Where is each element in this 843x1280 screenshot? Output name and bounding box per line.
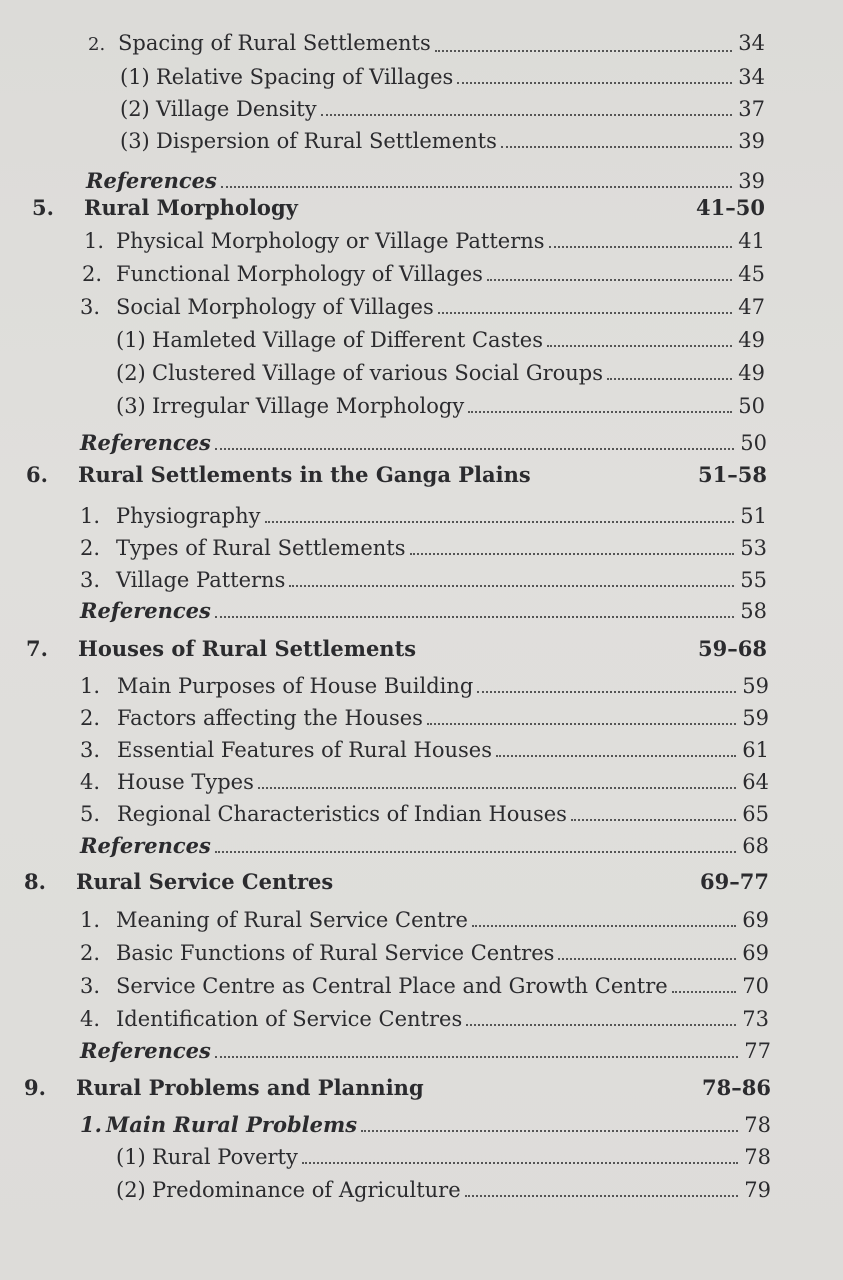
entry-label: Identification of Service Centres <box>116 1007 463 1031</box>
toc-references <box>86 168 765 194</box>
toc-entry <box>80 294 765 320</box>
dot-leader <box>302 1161 738 1164</box>
page-number: 51 <box>740 504 767 528</box>
dot-leader <box>265 520 735 523</box>
chapter-heading <box>24 1075 771 1100</box>
dot-leader <box>571 818 736 821</box>
entry-number: 4. <box>80 1007 101 1031</box>
entry-label: Service Centre as Central Place and Growth Centre <box>116 974 668 998</box>
entry-label: Basic Functions of Rural Service Centres <box>116 941 555 965</box>
toc-entry <box>80 769 769 795</box>
page-number: 68 <box>742 834 769 858</box>
entry-label: Regional Characteristics of Indian Houses <box>117 802 567 826</box>
entry-number: (1) <box>116 1145 146 1169</box>
toc-entry <box>80 535 767 561</box>
entry-label: Rural Poverty <box>152 1145 298 1169</box>
page-number: 39 <box>738 129 765 153</box>
page-number: 61 <box>742 738 769 762</box>
entry-label: References <box>80 598 211 623</box>
entry-number: 3. <box>80 568 101 592</box>
page-number: 49 <box>738 328 765 352</box>
toc-references <box>80 833 769 859</box>
entry-label: Dispersion of Rural Settlements <box>156 129 497 153</box>
chapter-page-range: 78–86 <box>702 1075 771 1100</box>
dot-leader <box>547 344 732 347</box>
entry-label: Hamleted Village of Different Castes <box>152 328 543 352</box>
page-number: 78 <box>744 1113 771 1137</box>
page-number: 37 <box>738 97 765 121</box>
chapter-page-range: 69–77 <box>700 869 769 894</box>
entry-number: 4. <box>80 770 101 794</box>
entry-label: Predominance of Agriculture <box>152 1178 461 1202</box>
entry-label: Relative Spacing of Villages <box>156 65 454 89</box>
entry-label: Spacing of Rural Settlements <box>118 31 431 55</box>
entry-label: Physical Morphology or Village Patterns <box>116 229 545 253</box>
dot-leader <box>361 1129 738 1132</box>
entry-label: References <box>80 833 211 858</box>
dot-leader <box>215 850 736 853</box>
entry-number: 2. <box>88 34 106 55</box>
page-number: 34 <box>738 65 765 89</box>
toc-entry <box>116 360 765 386</box>
dot-leader <box>477 690 736 693</box>
entry-label: References <box>80 430 211 455</box>
toc-entry <box>80 705 769 731</box>
entry-number: 2. <box>80 941 101 965</box>
toc-entry <box>116 327 765 353</box>
dot-leader <box>289 584 734 587</box>
dot-leader <box>410 552 735 555</box>
chapter-title: Houses of Rural Settlements <box>78 636 417 661</box>
page-number: 41 <box>738 229 765 253</box>
entry-label: Clustered Village of various Social Groups <box>152 361 604 385</box>
dot-leader <box>466 1023 736 1026</box>
toc-entry <box>82 261 765 287</box>
entry-label: Physiography <box>116 504 261 528</box>
page-number: 59 <box>742 706 769 730</box>
page-number: 39 <box>738 169 765 193</box>
entry-label: Social Morphology of Villages <box>116 295 434 319</box>
toc-entry <box>80 737 769 763</box>
page-number: 78 <box>744 1145 771 1169</box>
dot-leader <box>258 786 736 789</box>
page-number: 58 <box>740 599 767 623</box>
dot-leader <box>472 924 736 927</box>
entry-number: 5. <box>80 802 101 826</box>
page-number: 73 <box>742 1007 769 1031</box>
page-number: 53 <box>740 536 767 560</box>
page-number: 47 <box>738 295 765 319</box>
page-number: 55 <box>740 568 767 592</box>
entry-number: 2. <box>82 262 103 286</box>
toc-entry <box>116 1177 771 1203</box>
chapter-heading <box>32 195 765 220</box>
toc-entry <box>80 503 767 529</box>
dot-leader <box>215 447 734 450</box>
dot-leader <box>487 278 732 281</box>
toc-entry <box>120 128 765 154</box>
entry-number: 1. <box>80 504 101 528</box>
page-number: 77 <box>744 1039 771 1063</box>
dot-leader <box>607 377 732 380</box>
entry-label: Main Rural Problems <box>106 1112 358 1137</box>
toc-entry <box>80 673 769 699</box>
entry-label: Essential Features of Rural Houses <box>117 738 492 762</box>
toc-entry <box>80 801 769 827</box>
chapter-title: Rural Service Centres <box>76 869 334 894</box>
dot-leader <box>457 81 732 84</box>
dot-leader <box>321 113 733 116</box>
chapter-number: 5. <box>32 195 54 220</box>
dot-leader <box>468 410 732 413</box>
entry-number: 1. <box>80 908 101 932</box>
page-number: 34 <box>738 31 765 55</box>
toc-entry <box>80 940 769 966</box>
entry-label: House Types <box>117 770 254 794</box>
toc-entry <box>80 907 769 933</box>
chapter-number: 7. <box>26 636 48 661</box>
entry-number: 1. <box>80 1112 102 1137</box>
entry-number: 1. <box>80 674 101 698</box>
entry-number: 3. <box>80 738 101 762</box>
toc-entry <box>80 973 769 999</box>
entry-label: References <box>80 1038 211 1063</box>
entry-number: 1. <box>84 229 105 253</box>
entry-label: Types of Rural Settlements <box>116 536 406 560</box>
toc-entry <box>88 30 765 58</box>
page-number: 45 <box>738 262 765 286</box>
entry-label: Functional Morphology of Villages <box>116 262 483 286</box>
dot-leader <box>215 1055 738 1058</box>
entry-label: Village Density <box>156 97 317 121</box>
entry-number: (1) <box>120 65 150 89</box>
toc-entry <box>80 567 767 593</box>
toc-references <box>80 1038 771 1064</box>
entry-label: References <box>86 168 217 193</box>
page-number: 50 <box>740 431 767 455</box>
entry-label: Irregular Village Morphology <box>152 394 465 418</box>
entry-label: Village Patterns <box>116 568 286 592</box>
chapter-number: 9. <box>24 1075 46 1100</box>
page-number: 50 <box>738 394 765 418</box>
entry-label: Meaning of Rural Service Centre <box>116 908 468 932</box>
toc-entry <box>116 1144 771 1170</box>
entry-number: (1) <box>116 328 146 352</box>
page-number: 64 <box>742 770 769 794</box>
page-number: 79 <box>744 1178 771 1202</box>
page-number: 69 <box>742 908 769 932</box>
toc-entry <box>80 1006 769 1032</box>
dot-leader <box>672 990 737 993</box>
chapter-heading <box>24 869 769 894</box>
entry-number: (3) <box>120 129 150 153</box>
dot-leader <box>427 722 736 725</box>
chapter-number: 6. <box>26 462 48 487</box>
chapter-title: Rural Settlements in the Ganga Plains <box>78 462 531 487</box>
toc-entry <box>84 228 765 254</box>
dot-leader <box>549 245 733 248</box>
chapter-page-range: 59–68 <box>698 636 767 661</box>
chapter-heading <box>26 636 767 661</box>
entry-number: 3. <box>80 974 101 998</box>
page-number: 70 <box>742 974 769 998</box>
page-number: 59 <box>742 674 769 698</box>
entry-number: 2. <box>80 706 101 730</box>
dot-leader <box>558 957 736 960</box>
chapter-heading <box>26 462 767 487</box>
toc-section-heading <box>80 1112 771 1138</box>
dot-leader <box>215 615 734 618</box>
entry-number: (2) <box>116 361 146 385</box>
dot-leader <box>221 185 732 188</box>
dot-leader <box>465 1194 739 1197</box>
page-number: 65 <box>742 802 769 826</box>
entry-number: 3. <box>80 295 101 319</box>
dot-leader <box>496 754 736 757</box>
toc-references <box>80 598 767 624</box>
entry-number: (2) <box>120 97 150 121</box>
chapter-title: Rural Problems and Planning <box>76 1075 424 1100</box>
page-number: 69 <box>742 941 769 965</box>
toc-references <box>80 430 767 456</box>
entry-number: (2) <box>116 1178 146 1202</box>
page-number: 49 <box>738 361 765 385</box>
dot-leader <box>501 145 732 148</box>
chapter-page-range: 51–58 <box>698 462 767 487</box>
entry-number: (3) <box>116 394 146 418</box>
chapter-page-range: 41–50 <box>696 195 765 220</box>
chapter-title: Rural Morphology <box>84 195 298 220</box>
toc-entry <box>116 393 765 419</box>
chapter-number: 8. <box>24 869 46 894</box>
entry-number: 2. <box>80 536 101 560</box>
entry-label: Main Purposes of House Building <box>117 674 474 698</box>
toc-entry <box>120 64 765 90</box>
toc-entry <box>120 96 765 122</box>
entry-label: Factors affecting the Houses <box>117 706 423 730</box>
dot-leader <box>438 311 733 314</box>
dot-leader <box>435 49 733 52</box>
